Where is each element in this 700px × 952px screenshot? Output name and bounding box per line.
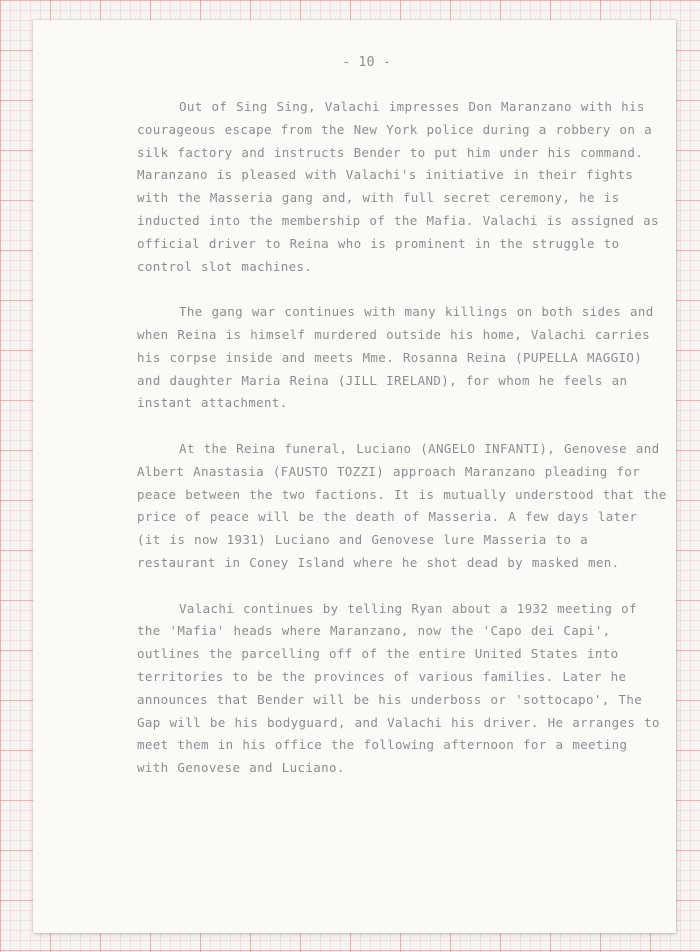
- paragraph-4: Valachi continues by telling Ryan about a 1932 meeting of the 'Mafia' heads where Maranzano, now the 'Capo dei Capi', outlines the parcelling off of the entire United States into territories to be the provinces of various families. Later he announces that Bender will be his underboss or 'sottocapo', The Gap will be his bodyguard, and Valachi his driver. He arranges to meet them in his office the following afternoon for a meeting with Genovese and Luciano.: [137, 600, 660, 776]
- paragraph-2: The gang war continues with many killings on both sides and when Reina is himself murdered outside his home, Valachi carries his corpse inside and meets Mme. Rosanna Reina (PUPELLA MAGGIO) and daughter Maria Reina (JILL IRELAND), for whom he feels an instant attachment.: [137, 304, 654, 411]
- paragraph-3: At the Reina funeral, Luciano (ANGELO INFANTI), Genovese and Albert Anastasia (FAUSTO TOZZI) approach Maranzano pleading for peace between the two factions. It is mutually understood that the price of peace will be the death of Masseria. A few days later (it is now 1931) Luciano and Genovese lure Masseria to a restaurant in Coney Island where he shot dead by masked men.: [137, 440, 667, 570]
- document-page: [33, 20, 676, 933]
- paragraph-1: Out of Sing Sing, Valachi impresses Don Maranzano with his courageous escape from the New York police during a robbery on a silk factory and instructs Bender to put him under his command. Maranzano is pleased with Valachi's initiative in their fights with the Masseria gang and, with full secret ceremony, he is inducted into the membership of the Mafia. Valachi is assigned as official driver to Reina who is prominent in the struggle to control slot machines.: [137, 99, 659, 274]
- document-body: [137, 96, 667, 803]
- page-number: - 10 -: [342, 54, 391, 70]
